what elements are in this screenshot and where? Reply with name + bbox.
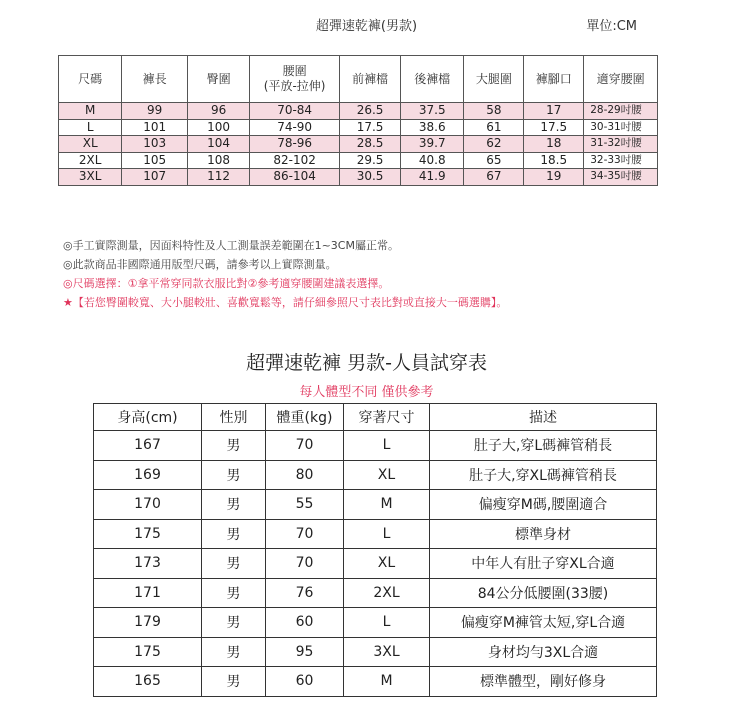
size-chart-unit: 單位:CM	[586, 19, 637, 34]
header-worn-size: 穿著尺寸	[344, 404, 430, 431]
length-cell: 105	[122, 152, 188, 169]
header-size: 尺碼	[59, 56, 122, 103]
weight-cell: 76	[266, 578, 344, 608]
fit-row	[94, 667, 657, 697]
note-measurement: ◎手工實際測量，因面料特性及人工測量誤差範圍在1~3CM屬正常。	[63, 239, 399, 252]
front-rise-cell: 17.5	[340, 119, 401, 136]
header-description: 描述	[430, 404, 657, 431]
weight-cell: 70	[266, 519, 344, 549]
thigh-cell: 61	[464, 119, 524, 136]
hem-cell: 18.5	[524, 152, 584, 169]
weight-cell: 60	[266, 667, 344, 697]
length-cell: 101	[122, 119, 188, 136]
fit-waist-cell: 31-32吋腰	[584, 136, 658, 153]
back-rise-cell: 41.9	[401, 169, 464, 186]
fit-row	[94, 460, 657, 490]
hip-cell: 100	[188, 119, 250, 136]
height-cell: 167	[94, 431, 202, 461]
fit-waist-cell: 34-35吋腰	[584, 169, 658, 186]
waist-cell: 70-84	[250, 103, 340, 120]
header-length: 褲長	[122, 56, 188, 103]
size-row-3xl	[59, 169, 658, 186]
gender-cell: 男	[202, 608, 266, 638]
header-height: 身高(cm)	[94, 404, 202, 431]
fit-waist-cell: 32-33吋腰	[584, 152, 658, 169]
worn-size-cell: XL	[344, 460, 430, 490]
size-row-m	[59, 103, 658, 120]
note-non-standard: ◎此款商品非國際通用版型尺碼，請參考以上實際測量。	[63, 258, 337, 271]
length-cell: 103	[122, 136, 188, 153]
hip-cell: 112	[188, 169, 250, 186]
height-cell: 169	[94, 460, 202, 490]
size-row-2xl	[59, 152, 658, 169]
description-cell: 標準身材	[430, 519, 657, 549]
fit-row	[94, 637, 657, 667]
gender-cell: 男	[202, 431, 266, 461]
height-cell: 173	[94, 549, 202, 579]
size-cell: L	[59, 119, 122, 136]
fit-row	[94, 431, 657, 461]
header-thigh: 大腿圍	[464, 56, 524, 103]
height-cell: 179	[94, 608, 202, 638]
size-notes	[63, 236, 507, 312]
weight-cell: 60	[266, 608, 344, 638]
hem-cell: 17.5	[524, 119, 584, 136]
header-gender: 性別	[202, 404, 266, 431]
description-cell: 身材均勻3XL合適	[430, 637, 657, 667]
fit-row	[94, 519, 657, 549]
length-cell: 99	[122, 103, 188, 120]
size-row-xl	[59, 136, 658, 153]
note-size-selection: ◎尺碼選擇：①拿平常穿同款衣服比對②參考適穿腰圍建議表選擇。	[63, 277, 390, 290]
back-rise-cell: 38.6	[401, 119, 464, 136]
hem-cell: 17	[524, 103, 584, 120]
weight-cell: 55	[266, 490, 344, 520]
header-hip: 臀圍	[188, 56, 250, 103]
header-fit-waist: 適穿腰圍	[584, 56, 658, 103]
weight-cell: 70	[266, 431, 344, 461]
hem-cell: 19	[524, 169, 584, 186]
size-chart-header-row	[59, 56, 658, 103]
fit-chart-header-row	[94, 404, 657, 431]
fit-row	[94, 578, 657, 608]
fit-waist-cell: 28-29吋腰	[584, 103, 658, 120]
waist-cell: 74-90	[250, 119, 340, 136]
gender-cell: 男	[202, 578, 266, 608]
thigh-cell: 58	[464, 103, 524, 120]
weight-cell: 95	[266, 637, 344, 667]
worn-size-cell: XL	[344, 549, 430, 579]
back-rise-cell: 40.8	[401, 152, 464, 169]
gender-cell: 男	[202, 549, 266, 579]
worn-size-cell: L	[344, 608, 430, 638]
worn-size-cell: 2XL	[344, 578, 430, 608]
description-cell: 84公分低腰圍(33腰)	[430, 578, 657, 608]
thigh-cell: 67	[464, 169, 524, 186]
front-rise-cell: 28.5	[340, 136, 401, 153]
size-cell: 2XL	[59, 152, 122, 169]
thigh-cell: 65	[464, 152, 524, 169]
header-waist-line2: (平放-拉伸)	[263, 79, 326, 93]
header-hem: 褲腳口	[524, 56, 584, 103]
hem-cell: 18	[524, 136, 584, 153]
description-cell: 標準體型，剛好修身	[430, 667, 657, 697]
size-row-l	[59, 119, 658, 136]
back-rise-cell: 39.7	[401, 136, 464, 153]
height-cell: 171	[94, 578, 202, 608]
description-cell: 中年人有肚子穿XL合適	[430, 549, 657, 579]
fit-waist-cell: 30-31吋腰	[584, 119, 658, 136]
header-front-rise: 前褲檔	[340, 56, 401, 103]
description-cell: 肚子大,穿L碼褲管稍長	[430, 431, 657, 461]
waist-cell: 82-102	[250, 152, 340, 169]
header-waist	[250, 56, 340, 103]
description-cell: 偏瘦穿M碼,腰圍適合	[430, 490, 657, 520]
front-rise-cell: 30.5	[340, 169, 401, 186]
fit-chart-table	[93, 403, 657, 697]
gender-cell: 男	[202, 667, 266, 697]
worn-size-cell: L	[344, 519, 430, 549]
fit-row	[94, 549, 657, 579]
gender-cell: 男	[202, 490, 266, 520]
hip-cell: 108	[188, 152, 250, 169]
hip-cell: 104	[188, 136, 250, 153]
thigh-cell: 62	[464, 136, 524, 153]
description-cell: 肚子大,穿XL碼褲管稍長	[430, 460, 657, 490]
gender-cell: 男	[202, 460, 266, 490]
height-cell: 170	[94, 490, 202, 520]
waist-cell: 78-96	[250, 136, 340, 153]
back-rise-cell: 37.5	[401, 103, 464, 120]
header-waist-line1: 腰圍	[282, 64, 307, 78]
length-cell: 107	[122, 169, 188, 186]
height-cell: 175	[94, 519, 202, 549]
weight-cell: 80	[266, 460, 344, 490]
gender-cell: 男	[202, 519, 266, 549]
description-cell: 偏瘦穿M褲管太短,穿L合適	[430, 608, 657, 638]
note-size-up-advice: ★【若您臀圍較寬、大小腿較壯、喜歡寬鬆等，請仔細參照尺寸表比對或直接大一碼選購】。	[63, 296, 508, 309]
front-rise-cell: 29.5	[340, 152, 401, 169]
height-cell: 175	[94, 637, 202, 667]
worn-size-cell: M	[344, 667, 430, 697]
weight-cell: 70	[266, 549, 344, 579]
header-weight: 體重(kg)	[266, 404, 344, 431]
size-cell: 3XL	[59, 169, 122, 186]
gender-cell: 男	[202, 637, 266, 667]
size-cell: XL	[59, 136, 122, 153]
fit-chart-subtitle: 每人體型不同 僅供參考	[299, 385, 434, 400]
size-cell: M	[59, 103, 122, 120]
front-rise-cell: 26.5	[340, 103, 401, 120]
waist-cell: 86-104	[250, 169, 340, 186]
header-back-rise: 後褲檔	[401, 56, 464, 103]
fit-row	[94, 490, 657, 520]
worn-size-cell: L	[344, 431, 430, 461]
size-chart-table	[58, 55, 658, 186]
fit-chart-title: 超彈速乾褲 男款-人員試穿表	[246, 352, 487, 374]
fit-row	[94, 608, 657, 638]
height-cell: 165	[94, 667, 202, 697]
worn-size-cell: 3XL	[344, 637, 430, 667]
size-chart-title: 超彈速乾褲(男款)	[315, 19, 418, 34]
hip-cell: 96	[188, 103, 250, 120]
worn-size-cell: M	[344, 490, 430, 520]
